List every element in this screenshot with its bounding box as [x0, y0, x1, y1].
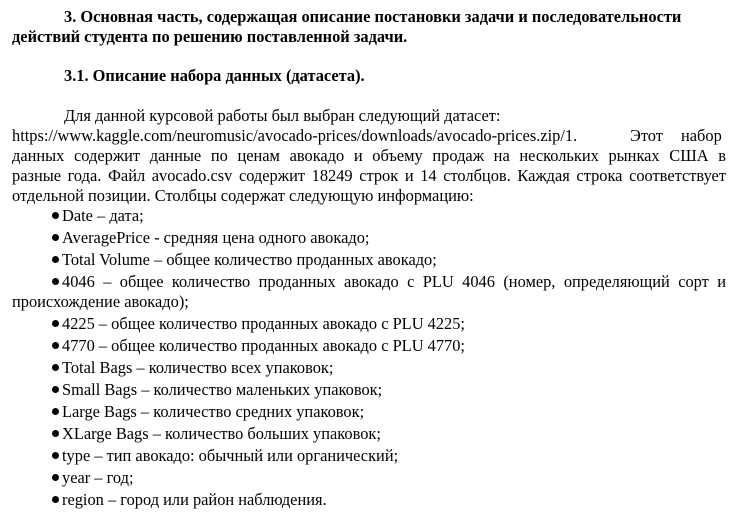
list-item: XLarge Bags – количество больших упаковок; [52, 424, 381, 444]
paragraph-line3: данных содержит данные по ценам авокадо и объему продаж на нескольких рынках США в [12, 146, 726, 165]
subsection-heading: 3.1. Описание набора данных (датасета). [64, 66, 365, 85]
bullet-icon [52, 408, 59, 415]
paragraph-line5: отдельной позиции. Столбцы содержат следующую информацию: [12, 186, 474, 205]
dataset-url: https://www.kaggle.com/neuromusic/avocado-prices/downloads/avocado-prices.zip/1. [12, 126, 578, 145]
list-item: Large Bags – количество средних упаковок; [52, 402, 364, 422]
paragraph-line1: Для данной курсовой работы был выбран следующий датасет: [64, 106, 501, 125]
paragraph-line2-word2: набор [681, 126, 722, 145]
list-item: 4046 – общее количество проданных авокадо с PLU 4046 (номер, определяющий сорт и [52, 272, 726, 292]
bullet-icon [52, 342, 59, 349]
list-item: region – город или район наблюдения. [52, 490, 327, 510]
list-item: year – год; [52, 468, 134, 488]
bullet-icon [52, 386, 59, 393]
paragraph-line4: разные года. Файл avocado.csv содержит 18249 строк и 14 столбцов. Каждая строка соответствует [12, 166, 726, 185]
list-item: 4225 – общее количество проданных авокадо с PLU 4225; [52, 314, 465, 334]
list-item-continuation: происхождение авокадо); [12, 292, 189, 311]
list-item: Total Bags – количество всех упаковок; [52, 358, 333, 378]
list-item: 4770 – общее количество проданных авокадо с PLU 4770; [52, 336, 465, 356]
bullet-icon [52, 234, 59, 241]
section-heading-line1: 3. Основная часть, содержащая описание постановки задачи и последовательности [64, 7, 682, 26]
bullet-icon [52, 430, 59, 437]
list-item: AveragePrice - средняя цена одного авокадо; [52, 228, 369, 248]
bullet-icon [52, 212, 59, 219]
bullet-icon [52, 320, 59, 327]
paragraph-line2-word1: Этот [630, 126, 663, 145]
list-item: Total Volume – общее количество проданных авокадо; [52, 250, 437, 270]
list-item: Date – дата; [52, 206, 144, 226]
section-heading-line2: действий студента по решению поставленной задачи. [12, 27, 408, 46]
bullet-icon [52, 496, 59, 503]
bullet-icon [52, 474, 59, 481]
bullet-icon [52, 364, 59, 371]
list-item: Small Bags – количество маленьких упаковок; [52, 380, 382, 400]
bullet-icon [52, 256, 59, 263]
list-item: type – тип авокадо: обычный или органический; [52, 446, 398, 466]
bullet-icon [52, 278, 59, 285]
bullet-icon [52, 452, 59, 459]
